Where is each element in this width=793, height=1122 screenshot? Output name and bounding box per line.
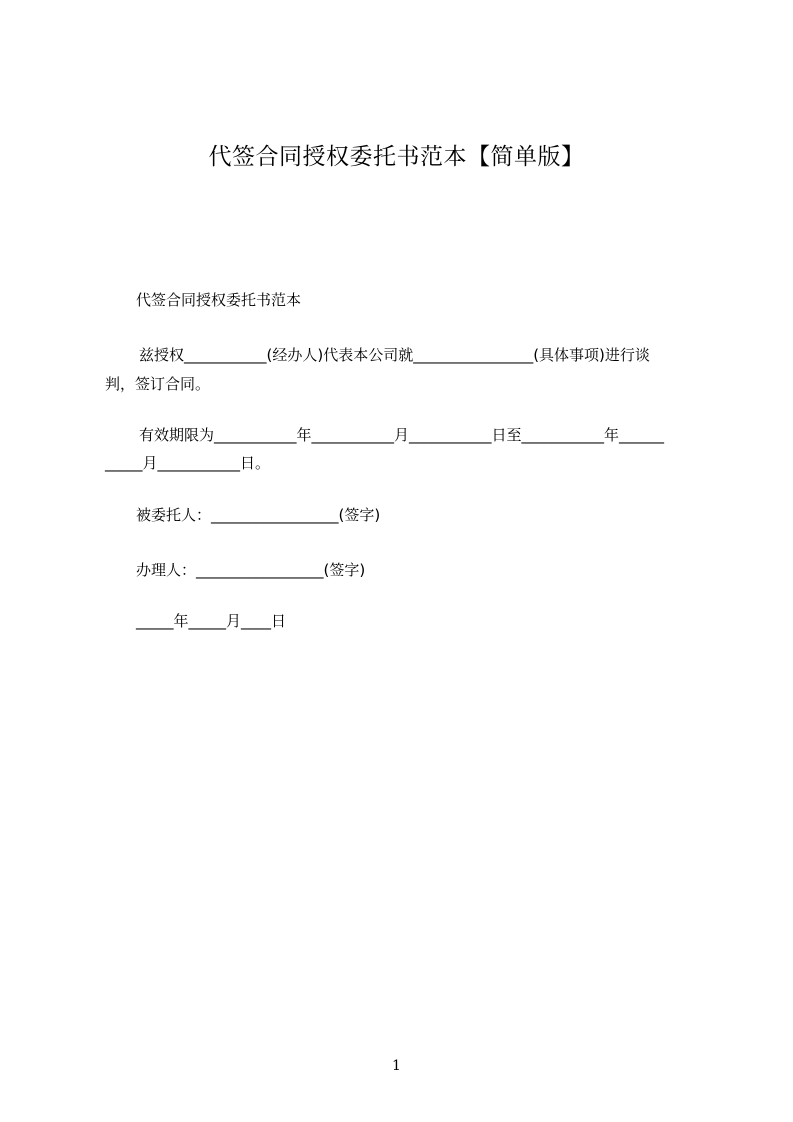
document-subtitle: 代签合同授权委托书范本	[136, 291, 302, 309]
handler-signature-line: 办理人：_________________(签字)	[136, 561, 366, 579]
page-number: 1	[392, 1058, 401, 1074]
document-title: 代签合同授权委托书范本【简单版】	[208, 144, 585, 170]
authorization-paragraph-line-2: 判，签订合同。	[105, 375, 211, 393]
agent-signature-line: 被委托人：_________________(签字)	[136, 506, 381, 524]
validity-paragraph-line-2: _____月___________日。	[105, 454, 271, 472]
date-line: _____年_____月____日	[136, 612, 287, 630]
authorization-paragraph-line-1: 兹授权___________(经办人)代表本公司就________________(具体事项)进行谈	[139, 346, 650, 364]
validity-paragraph-line-1: 有效期限为___________年___________月___________日至___________年______	[139, 426, 665, 444]
